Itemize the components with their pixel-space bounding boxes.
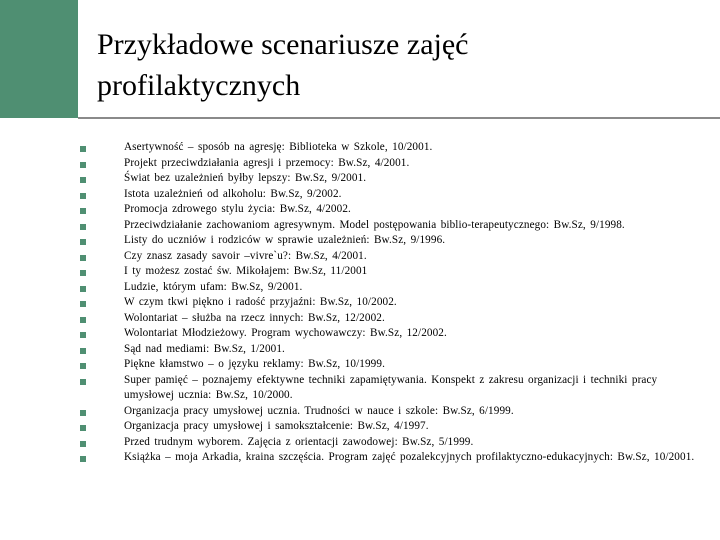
list-item (80, 249, 700, 265)
list-item (80, 435, 700, 451)
square-bullet-icon (80, 208, 86, 214)
list-item (80, 156, 700, 172)
list-item (80, 295, 700, 311)
title-divider (78, 117, 720, 119)
list-item-text: Organizacja pracy umysłowej ucznia. Trudności w nauce i szkole: Bw.Sz, 6/1999. (124, 404, 514, 417)
list-item-text: Wolontariat Młodzieżowy. Program wychowawczy: Bw.Sz, 12/2002. (124, 327, 447, 339)
list-item-text: Świat bez uzależnień byłby lepszy: Bw.Sz, 9/2001. (124, 172, 367, 184)
list-item (80, 202, 700, 218)
list-item (80, 419, 700, 435)
list-item-text: Czy znasz zasady savoir –vivre`u?: Bw.Sz, 4/2001. (124, 249, 367, 262)
square-bullet-icon (80, 301, 86, 307)
accent-bar (0, 0, 78, 118)
list-item (80, 450, 700, 466)
list-item-text: Super pamięć – poznajemy efektywne techniki zapamiętywania. Konspekt z zakresu organizacji i techniki pracy umysłowej ucznia: Bw.Sz, 10/2000. (124, 373, 658, 401)
list-item-text: Przed trudnym wyborem. Zajęcia z orientacji zawodowej: Bw.Sz, 5/1999. (124, 435, 474, 448)
list-item-text: Ludzie, którym ufam: Bw.Sz, 9/2001. (124, 280, 303, 293)
list-item-text: Promocja zdrowego stylu życia: Bw.Sz, 4/2002. (124, 203, 351, 215)
list-item-text: Sąd nad mediami: Bw.Sz, 1/2001. (124, 342, 285, 355)
square-bullet-icon (80, 456, 86, 462)
list-item (80, 311, 700, 327)
slide-title (97, 24, 697, 106)
list-item-text: Organizacja pracy umysłowej i samokształcenie: Bw.Sz, 4/1997. (124, 420, 429, 432)
square-bullet-icon (80, 425, 86, 431)
square-bullet-icon (80, 441, 86, 447)
square-bullet-icon (80, 146, 86, 152)
slide-title-line: profilaktycznych (97, 69, 301, 102)
list-item (80, 357, 700, 373)
square-bullet-icon (80, 363, 86, 369)
list-item-text: Istota uzależnień od alkoholu: Bw.Sz, 9/2002. (124, 187, 342, 200)
square-bullet-icon (80, 177, 86, 183)
list-item (80, 233, 700, 249)
list-item-text: I ty możesz zostać św. Mikołajem: Bw.Sz, 11/2001 (124, 265, 368, 277)
list-item-text: Listy do uczniów i rodziców w sprawie uzależnień: Bw.Sz, 9/1996. (124, 234, 446, 246)
square-bullet-icon (80, 379, 86, 385)
list-item-text: Książka – moja Arkadia, kraina szczęścia. Program zajęć pozalekcyjnych profilaktyczno-edukacyjnych: Bw.Sz, 10/2001. (124, 451, 695, 463)
list-item (80, 171, 700, 187)
square-bullet-icon (80, 162, 86, 168)
list-item (80, 373, 700, 404)
list-item (80, 342, 700, 358)
square-bullet-icon (80, 270, 86, 276)
list-item (80, 140, 700, 156)
list-item-text: Piękne kłamstwo – o języku reklamy: Bw.Sz, 10/1999. (124, 358, 385, 370)
list-item-text: Przeciwdziałanie zachowaniom agresywnym. Model postępowania biblio-terapeutycznego: Bw.Sz, 9/1998. (124, 218, 625, 231)
square-bullet-icon (80, 348, 86, 354)
list-item (80, 404, 700, 420)
square-bullet-icon (80, 332, 86, 338)
square-bullet-icon (80, 224, 86, 230)
slide-title-line: Przykładowe scenariusze zajęć (97, 28, 469, 61)
square-bullet-icon (80, 317, 86, 323)
list-item-text: Wolontariat – służba na rzecz innych: Bw.Sz, 12/2002. (124, 311, 385, 324)
list-item (80, 280, 700, 296)
list-item (80, 326, 700, 342)
list-item (80, 218, 700, 234)
list-item-text: Projekt przeciwdziałania agresji i przemocy: Bw.Sz, 4/2001. (124, 156, 410, 169)
list-item-text: Asertywność – sposób na agresję: Biblioteka w Szkole, 10/2001. (124, 141, 433, 153)
square-bullet-icon (80, 410, 86, 416)
list-item (80, 187, 700, 203)
list-item (80, 264, 700, 280)
list-item-text: W czym tkwi piękno i radość przyjaźni: Bw.Sz, 10/2002. (124, 296, 397, 308)
scenario-list (80, 140, 700, 466)
square-bullet-icon (80, 239, 86, 245)
square-bullet-icon (80, 286, 86, 292)
square-bullet-icon (80, 255, 86, 261)
square-bullet-icon (80, 193, 86, 199)
